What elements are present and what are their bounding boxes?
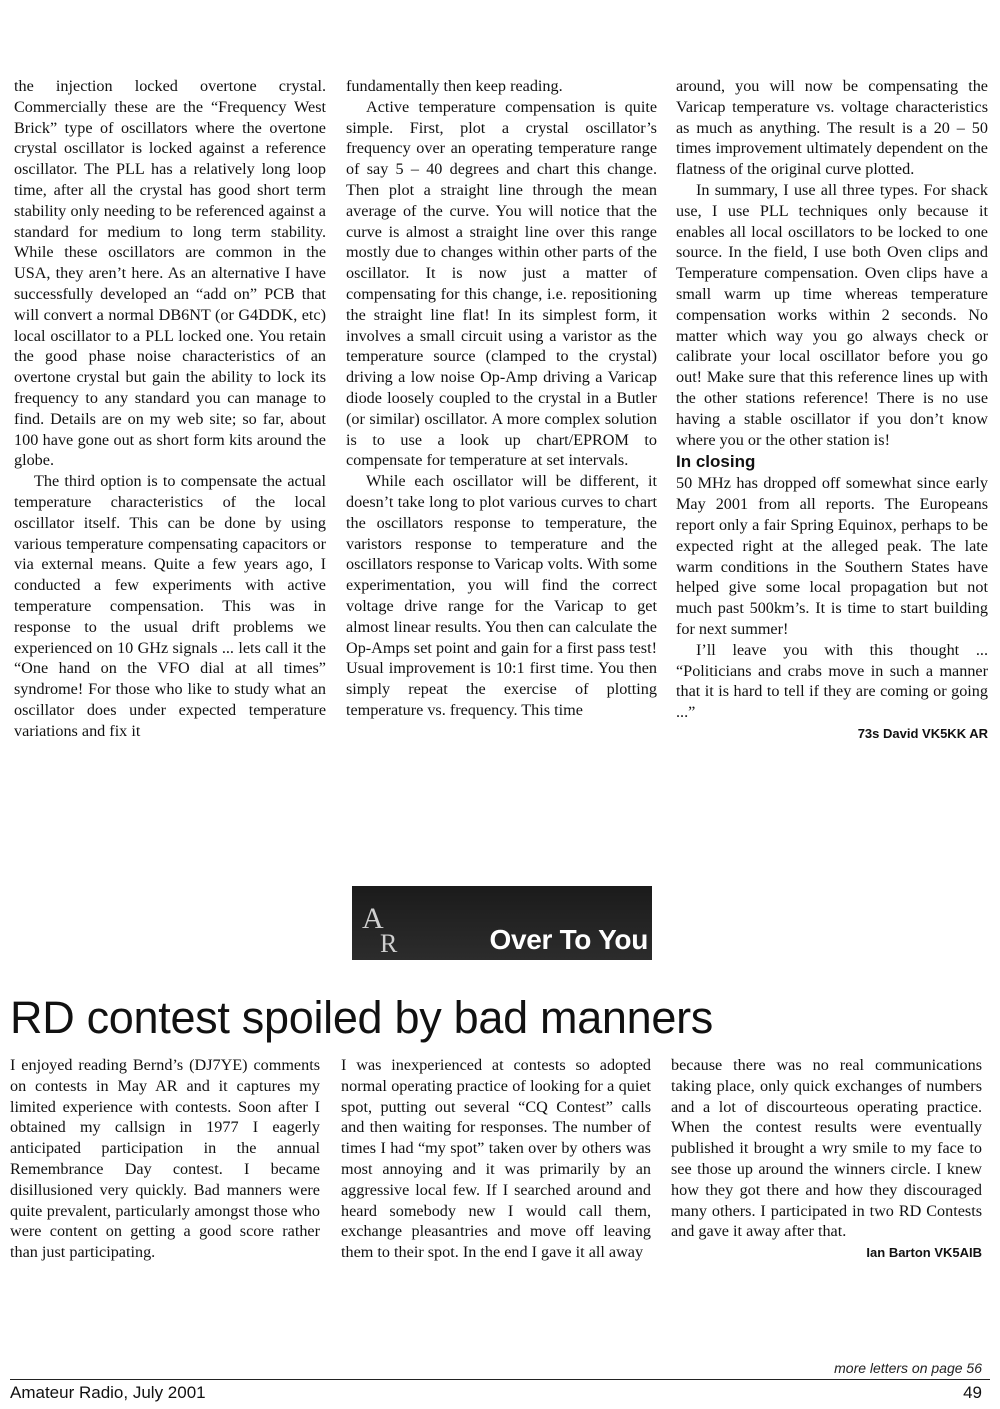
section-banner [352,886,652,960]
paragraph: I enjoyed reading Bernd’s (DJ7YE) comments on contests in May AR and it captures my limited experience with contests. Soon after I obtained my callsign in 1977 I eagerly anticipated participation in the annual Remembrance Day contest. I became disillusioned very quickly. Bad manners were quite prevalent, particularly amongst those who were content on getting a good score rather than just participating. [10,1056,320,1262]
paragraph: because there was no real communications taking place, only quick exchanges of numbers and a lot of discourteous operating practice. When the contest results were eventually published it brought a wry smile to my face to see those up around the winners circle. I knew how they got there and how they discouraged many others. I participated in two RD Contests and gave it away after that. [671,1056,982,1241]
letter-headline: RD contest spoiled by bad manners [10,992,713,1043]
paragraph: I was inexperienced at contests so adopted normal operating practice of looking for a quiet spot, putting out several “CQ Contest” calls and then waiting for responses. The number of times I had “my spot” taken over by others was most annoying and it was primarily by an aggressive local few. If I searched around and heard somebody new I would call them, exchange pleasantries and move off leaving them to their spot. In the end I gave it all away [341,1056,651,1262]
paragraph: fundamentally then keep reading. [346,77,563,95]
paragraph: Active temperature compensation is quite simple. First, plot a crystal oscillator’s frequency over an operating temperature range of say 5 – 40 degrees and chart this change. Then plot a straight line through the mean average of the curve. You will notice that the curve is almost a straight line over this range mostly due to changes within other parts of the oscillator. It is now just a matter of compensating for this change, i.e. repositioning the straight line flat! In its simplest form, it involves a small circuit using a varistor as the temperature source (clamped to the crystal) driving a low noise Op-Amp driving a Varicap diode loosely coupled to the crystal in a Butler (or similar) oscillator. A more complex solution is to use a look up chart/EPROM to compensate for temperature at set intervals. [346,97,657,470]
article-column-1 [14,76,326,742]
article-column-2 [346,76,657,721]
paragraph: I’ll leave you with this thought ... “Politicians and crabs move in such a manner that it is hard to tell if they are coming or going ...” [676,640,988,722]
letter-signature: Ian Barton VK5AIB [866,1245,982,1261]
ar-logo [360,892,406,956]
page-number: 49 [963,1383,982,1402]
paragraph: The third option is to compensate the actual temperature characteristics of the local oscillator itself. This can be done by using various temperature compensating capacitors or via external means. Quite a few years ago, I conducted a few experiments with active temperature compensation. This was in response to the usual drift problems we experienced on 10 GHz signals ... lets call it the “One hand on the VFO dial at all times” syndrome! For those who like to study what an oscillator does under expected temperature variations and fix it [14,472,326,740]
paragraph: 50 MHz has dropped off somewhat since early May 2001 from all reports. The Europeans report only a fair Spring Equinox, perhaps to be expected right at the alleged peak. The late warm conditions in the Southern States have helped give some local propagation but not much past 500km’s. It is time to start building for next summer! [676,474,988,638]
letter-column-1 [10,1055,320,1263]
paragraph: In summary, I use all three types. For shack use, I use PLL techniques only because it enables all local oscillators to be locked to one source. In the field, I use both Oven clips and Temperature compensation. Oven clips have a small warm up time whereas temperature compensation works within 2 seconds. No matter which way you go always check or calibrate your local oscillator before you go out! Make sure that this reference lines up with the other stations reference! There is no use having a stable oscillator if you don’t know where you or the other station is! [676,180,988,449]
more-letters-note: more letters on page 56 [834,1360,982,1376]
paragraph: around, you will now be compensating the Varicap temperature vs. voltage characteristics as much as anything. The result is a 20 – 50 times improvement ultimately dependent on the flatness of the original curve plotted. [676,77,988,179]
footer-divider [10,1379,990,1380]
letter-column-3 [671,1055,982,1264]
section-heading: In closing [676,452,756,472]
author-signature: 73s David VK5KK AR [857,725,988,741]
ar-logo-letters: R [380,929,398,956]
footer-publication: Amateur Radio, July 2001 [10,1383,206,1402]
article-column-3 [676,76,988,745]
banner-title: Over To You [489,924,648,955]
paragraph: the injection locked overtone crystal. Commercially these are the “Frequency West Brick” type of oscillators where the overtone crystal oscillator is locked against a reference oscillator. The PLL has a relatively long loop time, after all the crystal has good short term stability only needing to be referenced against a standard for medium to long term stability. While these oscillators are common in the USA, they aren’t here. As an alternative I have successfully developed an “add on” PCB that will convert a normal DB6NT (or G4DDK, etc) local oscillator to a PLL locked one. You retain the good phase noise characteristics of an overtone crystal but gain the ability to lock its frequency to any standard you can manage to find. Details are on my web site; so far, about 100 have gone out as short form kits around the globe. [14,77,326,470]
paragraph: While each oscillator will be different, it doesn’t take long to plot various curves to chart the oscillators response to temperature, the varistors response to temperature and the oscillators response to Varicap volts. With some experimentation, you will find the correct voltage drive range for the Varicap to get almost linear results. You then can calculate the Op-Amps set point and gain for a first pass test! Usual improvement is 10:1 first time. You then simply repeat the exercise of plotting temperature vs. frequency. This time [346,472,657,719]
ar-logo-letters: A [362,902,384,935]
letter-column-2 [341,1055,651,1263]
